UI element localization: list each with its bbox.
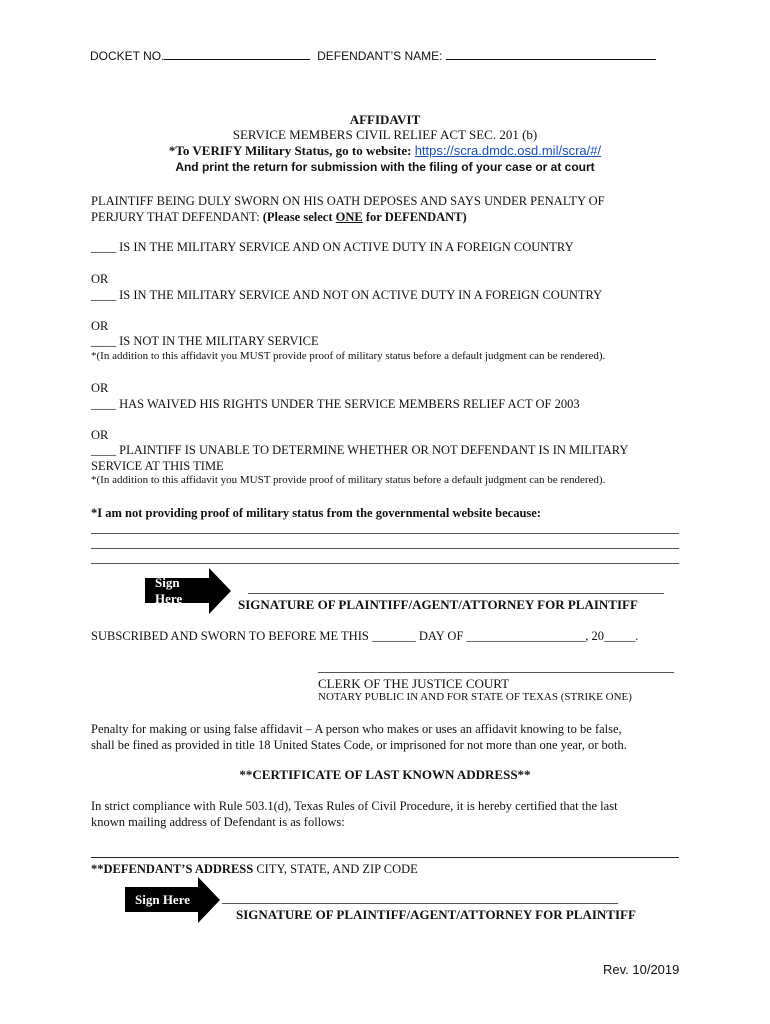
affidavit-title: AFFIDAVIT (349, 112, 421, 127)
intro-line-2 (91, 209, 467, 225)
or-separator-2: OR (91, 319, 109, 333)
reason-line-2[interactable] (91, 548, 679, 549)
sworn-statement[interactable]: SUBSCRIBED AND SWORN TO BEFORE ME THIS _______ DAY OF ___________________, 20_____. (91, 629, 639, 643)
certificate-line-2: known mailing address of Defendant is as follows: (91, 815, 345, 829)
option-unable-to-determine[interactable]: ____ PLAINTIFF IS UNABLE TO DETERMINE WHETHER OR NOT DEFENDANT IS IN MILITARY (91, 443, 629, 457)
notary-title: NOTARY PUBLIC IN AND FOR STATE OF TEXAS (STRIKE ONE) (318, 691, 632, 703)
reason-line-1[interactable] (91, 533, 679, 534)
sign-here-arrow-1 (145, 574, 209, 606)
sign-here-label-2: Sign Here (135, 891, 191, 907)
scra-link[interactable]: https://scra.dmdc.osd.mil/scra/#/ (414, 143, 602, 158)
penalty-line-2: shall be fined as provided in title 18 United States Code, or imprisoned for not more than one year, or both. (91, 738, 627, 752)
signature-caption-1: SIGNATURE OF PLAINTIFF/AGENT/ATTORNEY FOR PLAINTIFF (238, 597, 638, 612)
docket-label: DOCKET NO. (90, 49, 165, 63)
sign-here-arrow-2 (125, 887, 198, 912)
option-unable-to-determine-cont: SERVICE AT THIS TIME (91, 459, 224, 473)
or-separator-3: OR (91, 381, 109, 395)
signature-line-2[interactable] (222, 903, 618, 904)
signature-line-1[interactable] (248, 593, 664, 594)
select-one-emphasis: ONE (335, 210, 363, 224)
option-waived-rights[interactable]: ____ HAS WAIVED HIS RIGHTS UNDER THE SERVICE MEMBERS RELIEF ACT OF 2003 (91, 397, 580, 411)
certificate-line-1: In strict compliance with Rule 503.1(d), Texas Rules of Civil Procedure, it is hereby certified that the last (91, 799, 618, 813)
select-instruction-end: for DEFENDANT) (362, 210, 467, 224)
clerk-title: CLERK OF THE JUSTICE COURT (318, 676, 510, 691)
verify-line (0, 143, 770, 159)
clerk-signature-line[interactable] (318, 672, 674, 673)
option-active-duty-foreign[interactable]: ____ IS IN THE MILITARY SERVICE AND ON ACTIVE DUTY IN A FOREIGN COUNTRY (91, 240, 574, 254)
certificate-title: **CERTIFICATE OF LAST KNOWN ADDRESS** (239, 767, 531, 782)
address-label-rest: CITY, STATE, AND ZIP CODE (253, 862, 418, 876)
proof-note-1: *(In addition to this affidavit you MUST provide proof of military status before a default judgment can be rendered). (91, 350, 606, 362)
select-instruction: (Please select (262, 210, 336, 224)
signature-caption-2: SIGNATURE OF PLAINTIFF/AGENT/ATTORNEY FOR PLAINTIFF (236, 907, 636, 922)
intro-line-1: PLAINTIFF BEING DULY SWORN ON HIS OATH DEPOSES AND SAYS UNDER PENALTY OF (91, 194, 605, 208)
penalty-line-1: Penalty for making or using false affidavit – A person who makes or uses an affidavit knowing to be false, (91, 722, 622, 736)
defendant-address-line[interactable] (91, 857, 679, 858)
option-not-in-military[interactable]: ____ IS NOT IN THE MILITARY SERVICE (91, 334, 319, 348)
or-separator-4: OR (91, 428, 109, 442)
docket-number-field[interactable] (164, 48, 310, 60)
verify-text: *To VERIFY Military Status, go to website: (168, 143, 415, 158)
defendant-name-label: DEFENDANT’S NAME: (317, 49, 443, 63)
address-label-bold: **DEFENDANT’S ADDRESS (91, 862, 254, 876)
arrow-right-icon (209, 568, 231, 614)
intro-perjury-text: PERJURY THAT DEFENDANT: (91, 210, 263, 224)
option-not-active-duty-foreign[interactable]: ____ IS IN THE MILITARY SERVICE AND NOT ON ACTIVE DUTY IN A FOREIGN COUNTRY (91, 288, 603, 302)
arrow-right-icon (198, 877, 220, 923)
affidavit-subtitle: SERVICE MEMBERS CIVIL RELIEF ACT SEC. 201 (b) (232, 127, 538, 142)
reason-line-3[interactable] (91, 563, 679, 564)
defendant-address-label (91, 861, 418, 877)
defendant-name-field[interactable] (446, 48, 656, 60)
revision-label: Rev. 10/2019 (603, 962, 680, 977)
print-note: And print the return for submission with the filing of your case or at court (175, 160, 595, 174)
sign-here-label-1: Sign Here (155, 574, 183, 606)
or-separator-1: OR (91, 272, 109, 286)
header-line (90, 48, 656, 63)
proof-note-2: *(In addition to this affidavit you MUST provide proof of military status before a default judgment can be rendered). (91, 474, 606, 486)
reason-label: *I am not providing proof of military status from the governmental website because: (91, 506, 541, 520)
